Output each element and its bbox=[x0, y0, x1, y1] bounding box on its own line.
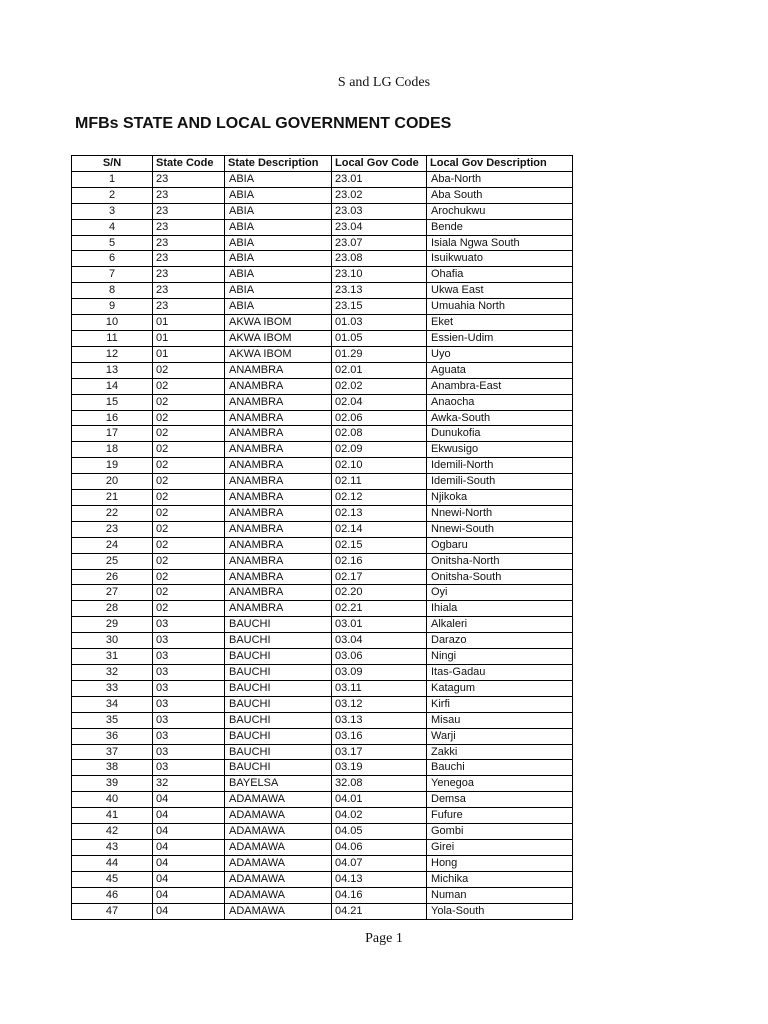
state-description-cell: ANAMBRA bbox=[225, 553, 332, 569]
table-row bbox=[72, 601, 573, 617]
local-gov-code-cell: 02.06 bbox=[332, 410, 427, 426]
state-description-cell: ABIA bbox=[225, 171, 332, 187]
state-code-cell: 04 bbox=[153, 903, 225, 919]
local-gov-description-cell: Ningi bbox=[427, 649, 573, 665]
state-description-cell: ADAMAWA bbox=[225, 839, 332, 855]
state-description-cell: AKWA IBOM bbox=[225, 330, 332, 346]
sn-cell: 20 bbox=[72, 474, 153, 490]
local-gov-code-cell: 04.05 bbox=[332, 824, 427, 840]
table-row bbox=[72, 617, 573, 633]
local-gov-description-cell: Ukwa East bbox=[427, 283, 573, 299]
state-code-cell: 02 bbox=[153, 426, 225, 442]
sn-cell: 22 bbox=[72, 505, 153, 521]
table-row bbox=[72, 824, 573, 840]
table-row bbox=[72, 235, 573, 251]
sn-cell: 5 bbox=[72, 235, 153, 251]
table-row bbox=[72, 728, 573, 744]
table-row bbox=[72, 760, 573, 776]
local-gov-code-cell: 03.16 bbox=[332, 728, 427, 744]
sn-cell: 18 bbox=[72, 442, 153, 458]
local-gov-description-cell: Anambra-East bbox=[427, 378, 573, 394]
column-header-sn: S/N bbox=[72, 156, 153, 172]
table-row bbox=[72, 490, 573, 506]
local-gov-code-cell: 02.12 bbox=[332, 490, 427, 506]
sn-cell: 32 bbox=[72, 665, 153, 681]
table-row bbox=[72, 808, 573, 824]
state-description-cell: BAYELSA bbox=[225, 776, 332, 792]
state-description-cell: BAUCHI bbox=[225, 680, 332, 696]
state-code-cell: 04 bbox=[153, 792, 225, 808]
sn-cell: 2 bbox=[72, 187, 153, 203]
state-code-cell: 03 bbox=[153, 696, 225, 712]
sn-cell: 3 bbox=[72, 203, 153, 219]
table-row bbox=[72, 315, 573, 331]
table-row bbox=[72, 839, 573, 855]
table-row bbox=[72, 553, 573, 569]
state-description-cell: ADAMAWA bbox=[225, 855, 332, 871]
table-row bbox=[72, 267, 573, 283]
sn-cell: 47 bbox=[72, 903, 153, 919]
local-gov-code-cell: 02.09 bbox=[332, 442, 427, 458]
state-code-cell: 23 bbox=[153, 267, 225, 283]
local-gov-code-cell: 23.15 bbox=[332, 299, 427, 315]
sn-cell: 11 bbox=[72, 330, 153, 346]
column-header-local-gov-code: Local Gov Code bbox=[332, 156, 427, 172]
sn-cell: 19 bbox=[72, 458, 153, 474]
local-gov-description-cell: Alkaleri bbox=[427, 617, 573, 633]
state-code-cell: 02 bbox=[153, 362, 225, 378]
table-row bbox=[72, 299, 573, 315]
sn-cell: 36 bbox=[72, 728, 153, 744]
sn-cell: 30 bbox=[72, 633, 153, 649]
sn-cell: 24 bbox=[72, 537, 153, 553]
local-gov-description-cell: Demsa bbox=[427, 792, 573, 808]
local-gov-code-cell: 23.08 bbox=[332, 251, 427, 267]
state-description-cell: ABIA bbox=[225, 283, 332, 299]
table-row bbox=[72, 203, 573, 219]
state-code-cell: 23 bbox=[153, 235, 225, 251]
state-code-cell: 03 bbox=[153, 680, 225, 696]
state-code-cell: 02 bbox=[153, 474, 225, 490]
local-gov-code-cell: 23.13 bbox=[332, 283, 427, 299]
local-gov-description-cell: Darazo bbox=[427, 633, 573, 649]
local-gov-code-cell: 04.02 bbox=[332, 808, 427, 824]
state-code-cell: 23 bbox=[153, 219, 225, 235]
local-gov-code-cell: 03.01 bbox=[332, 617, 427, 633]
local-gov-description-cell: Arochukwu bbox=[427, 203, 573, 219]
local-gov-description-cell: Misau bbox=[427, 712, 573, 728]
local-gov-code-cell: 02.17 bbox=[332, 569, 427, 585]
codes-table bbox=[71, 155, 573, 920]
page-header-title: S and LG Codes bbox=[337, 75, 431, 90]
local-gov-description-cell: Nnewi-North bbox=[427, 505, 573, 521]
state-code-cell: 02 bbox=[153, 378, 225, 394]
table-row bbox=[72, 251, 573, 267]
table-row bbox=[72, 665, 573, 681]
sn-cell: 46 bbox=[72, 887, 153, 903]
sn-cell: 12 bbox=[72, 346, 153, 362]
local-gov-code-cell: 02.20 bbox=[332, 585, 427, 601]
local-gov-code-cell: 04.06 bbox=[332, 839, 427, 855]
local-gov-description-cell: Aguata bbox=[427, 362, 573, 378]
state-description-cell: BAUCHI bbox=[225, 633, 332, 649]
state-code-cell: 03 bbox=[153, 728, 225, 744]
local-gov-code-cell: 01.29 bbox=[332, 346, 427, 362]
table-row bbox=[72, 903, 573, 919]
state-description-cell: ANAMBRA bbox=[225, 394, 332, 410]
table-row bbox=[72, 680, 573, 696]
local-gov-description-cell: Numan bbox=[427, 887, 573, 903]
local-gov-code-cell: 02.11 bbox=[332, 474, 427, 490]
local-gov-description-cell: Nnewi-South bbox=[427, 521, 573, 537]
sn-cell: 7 bbox=[72, 267, 153, 283]
state-description-cell: ANAMBRA bbox=[225, 521, 332, 537]
sn-cell: 4 bbox=[72, 219, 153, 235]
table-body bbox=[72, 171, 573, 919]
state-description-cell: ABIA bbox=[225, 299, 332, 315]
local-gov-code-cell: 23.01 bbox=[332, 171, 427, 187]
state-description-cell: ANAMBRA bbox=[225, 458, 332, 474]
state-code-cell: 01 bbox=[153, 346, 225, 362]
state-code-cell: 03 bbox=[153, 649, 225, 665]
local-gov-code-cell: 23.02 bbox=[332, 187, 427, 203]
local-gov-description-cell: Aba-North bbox=[427, 171, 573, 187]
local-gov-code-cell: 23.10 bbox=[332, 267, 427, 283]
table-row bbox=[72, 744, 573, 760]
state-code-cell: 02 bbox=[153, 553, 225, 569]
local-gov-code-cell: 23.03 bbox=[332, 203, 427, 219]
table-row bbox=[72, 442, 573, 458]
table-row bbox=[72, 283, 573, 299]
local-gov-code-cell: 03.11 bbox=[332, 680, 427, 696]
state-description-cell: ABIA bbox=[225, 187, 332, 203]
table-header-row bbox=[72, 156, 573, 172]
state-description-cell: ANAMBRA bbox=[225, 474, 332, 490]
sn-cell: 17 bbox=[72, 426, 153, 442]
sn-cell: 10 bbox=[72, 315, 153, 331]
state-description-cell: ANAMBRA bbox=[225, 410, 332, 426]
table-row bbox=[72, 537, 573, 553]
state-code-cell: 03 bbox=[153, 633, 225, 649]
state-description-cell: ANAMBRA bbox=[225, 537, 332, 553]
local-gov-description-cell: Michika bbox=[427, 871, 573, 887]
local-gov-description-cell: Warji bbox=[427, 728, 573, 744]
local-gov-description-cell: Itas-Gadau bbox=[427, 665, 573, 681]
state-description-cell: AKWA IBOM bbox=[225, 346, 332, 362]
sn-cell: 37 bbox=[72, 744, 153, 760]
local-gov-code-cell: 04.07 bbox=[332, 855, 427, 871]
table-row bbox=[72, 171, 573, 187]
sn-cell: 28 bbox=[72, 601, 153, 617]
local-gov-description-cell: Isiala Ngwa South bbox=[427, 235, 573, 251]
local-gov-description-cell: Zakki bbox=[427, 744, 573, 760]
table-row bbox=[72, 394, 573, 410]
state-code-cell: 03 bbox=[153, 744, 225, 760]
state-description-cell: ABIA bbox=[225, 203, 332, 219]
sn-cell: 26 bbox=[72, 569, 153, 585]
local-gov-code-cell: 03.04 bbox=[332, 633, 427, 649]
local-gov-description-cell: Hong bbox=[427, 855, 573, 871]
sn-cell: 38 bbox=[72, 760, 153, 776]
local-gov-code-cell: 04.13 bbox=[332, 871, 427, 887]
state-code-cell: 23 bbox=[153, 299, 225, 315]
state-description-cell: BAUCHI bbox=[225, 617, 332, 633]
state-code-cell: 03 bbox=[153, 760, 225, 776]
state-description-cell: ANAMBRA bbox=[225, 426, 332, 442]
local-gov-code-cell: 02.01 bbox=[332, 362, 427, 378]
state-description-cell: ANAMBRA bbox=[225, 490, 332, 506]
table-row bbox=[72, 887, 573, 903]
local-gov-description-cell: Bende bbox=[427, 219, 573, 235]
state-code-cell: 23 bbox=[153, 171, 225, 187]
sn-cell: 16 bbox=[72, 410, 153, 426]
page-footer: Page 1 bbox=[365, 931, 403, 946]
table-row bbox=[72, 696, 573, 712]
state-description-cell: ADAMAWA bbox=[225, 887, 332, 903]
local-gov-code-cell: 23.07 bbox=[332, 235, 427, 251]
sn-cell: 33 bbox=[72, 680, 153, 696]
state-code-cell: 04 bbox=[153, 887, 225, 903]
local-gov-code-cell: 04.21 bbox=[332, 903, 427, 919]
local-gov-description-cell: Njikoka bbox=[427, 490, 573, 506]
local-gov-code-cell: 02.21 bbox=[332, 601, 427, 617]
local-gov-description-cell: Isuikwuato bbox=[427, 251, 573, 267]
document-title: MFBs STATE AND LOCAL GOVERNMENT CODES bbox=[75, 115, 452, 132]
local-gov-description-cell: Girei bbox=[427, 839, 573, 855]
column-header-local-gov-description: Local Gov Description bbox=[427, 156, 573, 172]
state-code-cell: 23 bbox=[153, 203, 225, 219]
sn-cell: 34 bbox=[72, 696, 153, 712]
state-code-cell: 02 bbox=[153, 490, 225, 506]
state-code-cell: 02 bbox=[153, 537, 225, 553]
sn-cell: 15 bbox=[72, 394, 153, 410]
table-row bbox=[72, 426, 573, 442]
sn-cell: 29 bbox=[72, 617, 153, 633]
local-gov-description-cell: Bauchi bbox=[427, 760, 573, 776]
table-row bbox=[72, 855, 573, 871]
local-gov-description-cell: Dunukofia bbox=[427, 426, 573, 442]
state-code-cell: 03 bbox=[153, 712, 225, 728]
sn-cell: 43 bbox=[72, 839, 153, 855]
local-gov-description-cell: Yola-South bbox=[427, 903, 573, 919]
state-code-cell: 02 bbox=[153, 410, 225, 426]
local-gov-description-cell: Awka-South bbox=[427, 410, 573, 426]
state-code-cell: 02 bbox=[153, 442, 225, 458]
local-gov-description-cell: Idemili-South bbox=[427, 474, 573, 490]
state-code-cell: 03 bbox=[153, 617, 225, 633]
local-gov-description-cell: Yenegoa bbox=[427, 776, 573, 792]
local-gov-description-cell: Onitsha-North bbox=[427, 553, 573, 569]
state-description-cell: ADAMAWA bbox=[225, 824, 332, 840]
local-gov-description-cell: Essien-Udim bbox=[427, 330, 573, 346]
state-code-cell: 02 bbox=[153, 458, 225, 474]
state-description-cell: ANAMBRA bbox=[225, 601, 332, 617]
sn-cell: 9 bbox=[72, 299, 153, 315]
state-code-cell: 03 bbox=[153, 665, 225, 681]
state-description-cell: ANAMBRA bbox=[225, 569, 332, 585]
table-row bbox=[72, 585, 573, 601]
local-gov-description-cell: Kirfi bbox=[427, 696, 573, 712]
local-gov-description-cell: Oyi bbox=[427, 585, 573, 601]
local-gov-code-cell: 02.04 bbox=[332, 394, 427, 410]
local-gov-code-cell: 03.06 bbox=[332, 649, 427, 665]
local-gov-description-cell: Gombi bbox=[427, 824, 573, 840]
local-gov-code-cell: 04.01 bbox=[332, 792, 427, 808]
table-row bbox=[72, 712, 573, 728]
state-code-cell: 32 bbox=[153, 776, 225, 792]
sn-cell: 45 bbox=[72, 871, 153, 887]
table-row bbox=[72, 346, 573, 362]
table-row bbox=[72, 649, 573, 665]
local-gov-code-cell: 03.17 bbox=[332, 744, 427, 760]
state-description-cell: ABIA bbox=[225, 251, 332, 267]
state-description-cell: BAUCHI bbox=[225, 665, 332, 681]
local-gov-code-cell: 03.09 bbox=[332, 665, 427, 681]
table-row bbox=[72, 474, 573, 490]
sn-cell: 14 bbox=[72, 378, 153, 394]
state-code-cell: 04 bbox=[153, 824, 225, 840]
local-gov-description-cell: Katagum bbox=[427, 680, 573, 696]
sn-cell: 41 bbox=[72, 808, 153, 824]
local-gov-code-cell: 01.05 bbox=[332, 330, 427, 346]
local-gov-code-cell: 02.15 bbox=[332, 537, 427, 553]
state-code-cell: 04 bbox=[153, 839, 225, 855]
state-code-cell: 04 bbox=[153, 855, 225, 871]
state-description-cell: ANAMBRA bbox=[225, 585, 332, 601]
sn-cell: 13 bbox=[72, 362, 153, 378]
local-gov-description-cell: Onitsha-South bbox=[427, 569, 573, 585]
state-description-cell: ABIA bbox=[225, 219, 332, 235]
table-row bbox=[72, 521, 573, 537]
local-gov-description-cell: Anaocha bbox=[427, 394, 573, 410]
state-description-cell: ANAMBRA bbox=[225, 378, 332, 394]
state-code-cell: 02 bbox=[153, 394, 225, 410]
local-gov-description-cell: Fufure bbox=[427, 808, 573, 824]
sn-cell: 31 bbox=[72, 649, 153, 665]
state-description-cell: ANAMBRA bbox=[225, 442, 332, 458]
state-code-cell: 02 bbox=[153, 569, 225, 585]
table-row bbox=[72, 410, 573, 426]
sn-cell: 6 bbox=[72, 251, 153, 267]
local-gov-description-cell: Umuahia North bbox=[427, 299, 573, 315]
table-row bbox=[72, 871, 573, 887]
state-code-cell: 04 bbox=[153, 871, 225, 887]
sn-cell: 35 bbox=[72, 712, 153, 728]
local-gov-description-cell: Eket bbox=[427, 315, 573, 331]
local-gov-code-cell: 03.13 bbox=[332, 712, 427, 728]
table-row bbox=[72, 505, 573, 521]
local-gov-description-cell: Ogbaru bbox=[427, 537, 573, 553]
state-description-cell: BAUCHI bbox=[225, 712, 332, 728]
sn-cell: 42 bbox=[72, 824, 153, 840]
table-row bbox=[72, 792, 573, 808]
table-row bbox=[72, 633, 573, 649]
local-gov-code-cell: 03.12 bbox=[332, 696, 427, 712]
state-description-cell: BAUCHI bbox=[225, 728, 332, 744]
state-code-cell: 01 bbox=[153, 330, 225, 346]
local-gov-description-cell: Ohafia bbox=[427, 267, 573, 283]
sn-cell: 40 bbox=[72, 792, 153, 808]
state-code-cell: 01 bbox=[153, 315, 225, 331]
local-gov-description-cell: Idemili-North bbox=[427, 458, 573, 474]
state-code-cell: 02 bbox=[153, 601, 225, 617]
table-row bbox=[72, 776, 573, 792]
sn-cell: 39 bbox=[72, 776, 153, 792]
local-gov-code-cell: 01.03 bbox=[332, 315, 427, 331]
state-description-cell: ANAMBRA bbox=[225, 362, 332, 378]
state-description-cell: ADAMAWA bbox=[225, 792, 332, 808]
state-description-cell: ANAMBRA bbox=[225, 505, 332, 521]
state-description-cell: ADAMAWA bbox=[225, 903, 332, 919]
table-row bbox=[72, 378, 573, 394]
local-gov-code-cell: 04.16 bbox=[332, 887, 427, 903]
state-code-cell: 23 bbox=[153, 283, 225, 299]
local-gov-code-cell: 32.08 bbox=[332, 776, 427, 792]
local-gov-code-cell: 02.02 bbox=[332, 378, 427, 394]
state-description-cell: BAUCHI bbox=[225, 696, 332, 712]
local-gov-code-cell: 02.16 bbox=[332, 553, 427, 569]
local-gov-code-cell: 23.04 bbox=[332, 219, 427, 235]
state-description-cell: BAUCHI bbox=[225, 744, 332, 760]
state-description-cell: BAUCHI bbox=[225, 760, 332, 776]
state-code-cell: 23 bbox=[153, 187, 225, 203]
local-gov-description-cell: Ekwusigo bbox=[427, 442, 573, 458]
state-code-cell: 02 bbox=[153, 521, 225, 537]
table-row bbox=[72, 458, 573, 474]
local-gov-description-cell: Uyo bbox=[427, 346, 573, 362]
local-gov-description-cell: Ihiala bbox=[427, 601, 573, 617]
sn-cell: 25 bbox=[72, 553, 153, 569]
state-code-cell: 02 bbox=[153, 585, 225, 601]
table-row bbox=[72, 569, 573, 585]
sn-cell: 21 bbox=[72, 490, 153, 506]
column-header-state-description: State Description bbox=[225, 156, 332, 172]
table-row bbox=[72, 187, 573, 203]
local-gov-code-cell: 02.13 bbox=[332, 505, 427, 521]
local-gov-code-cell: 02.14 bbox=[332, 521, 427, 537]
local-gov-code-cell: 02.08 bbox=[332, 426, 427, 442]
state-description-cell: ABIA bbox=[225, 235, 332, 251]
state-code-cell: 04 bbox=[153, 808, 225, 824]
state-description-cell: AKWA IBOM bbox=[225, 315, 332, 331]
state-description-cell: ADAMAWA bbox=[225, 808, 332, 824]
sn-cell: 44 bbox=[72, 855, 153, 871]
sn-cell: 8 bbox=[72, 283, 153, 299]
state-description-cell: ABIA bbox=[225, 267, 332, 283]
local-gov-code-cell: 03.19 bbox=[332, 760, 427, 776]
local-gov-description-cell: Aba South bbox=[427, 187, 573, 203]
table-row bbox=[72, 219, 573, 235]
column-header-state-code: State Code bbox=[153, 156, 225, 172]
state-description-cell: ADAMAWA bbox=[225, 871, 332, 887]
state-description-cell: BAUCHI bbox=[225, 649, 332, 665]
state-code-cell: 02 bbox=[153, 505, 225, 521]
sn-cell: 23 bbox=[72, 521, 153, 537]
table-row bbox=[72, 362, 573, 378]
sn-cell: 1 bbox=[72, 171, 153, 187]
state-code-cell: 23 bbox=[153, 251, 225, 267]
local-gov-code-cell: 02.10 bbox=[332, 458, 427, 474]
sn-cell: 27 bbox=[72, 585, 153, 601]
table-row bbox=[72, 330, 573, 346]
